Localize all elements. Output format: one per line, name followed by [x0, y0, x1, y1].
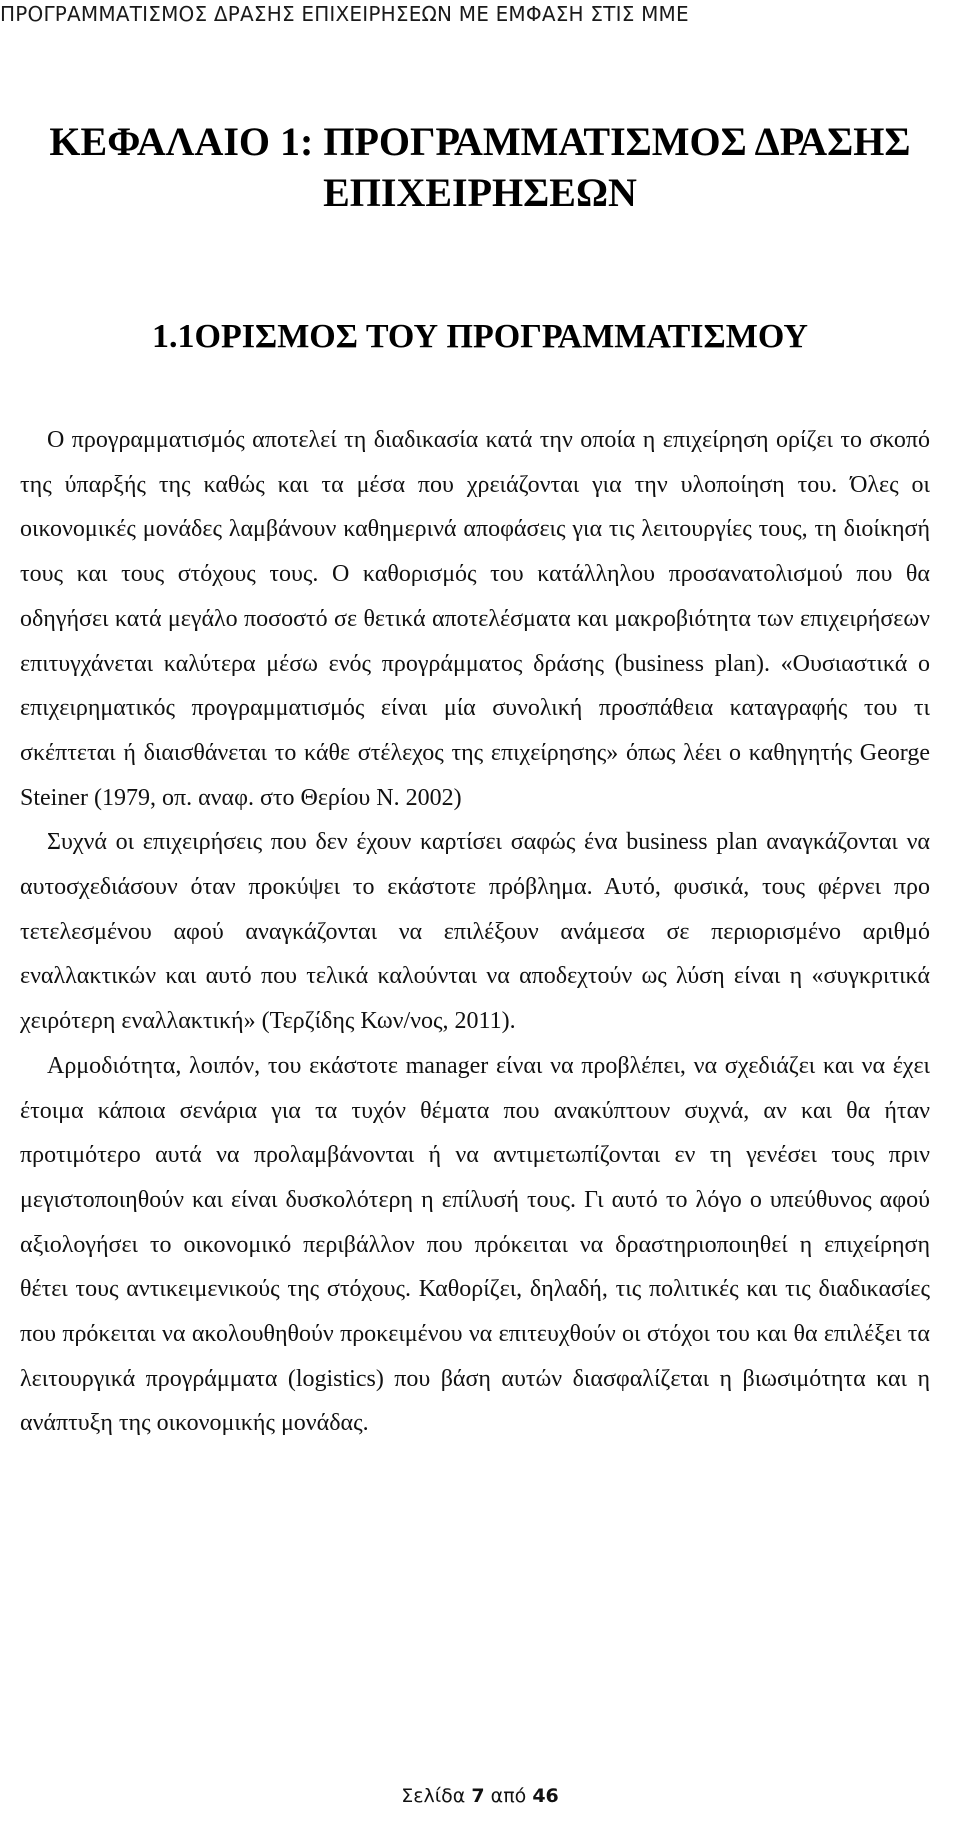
of-word: από	[490, 1785, 527, 1807]
paragraph: Αρμοδιότητα, λοιπόν, του εκάστοτε manager είναι να προβλέπει, να σχεδιάζει και να έχει έτοιμα κάποια σενάρια για τα τυχόν θέματα που ανακύπτουν συχνά, αν και θα ήταν προτιμότερο αυτά να προλαμβάνονται ή να αντιμετωπίζονται εν τη γενέσει τους πριν μεγιστοποιηθούν και είναι δυσκολότερη η επίλυσή τους. Γι αυτό το λόγο ο υπεύθυνος αφού αξιολογήσει το οικονομικό περιβάλλον που πρόκειται να δραστηριοποιηθεί η επιχείρηση θέτει τους αντικειμενικούς της στόχους. Καθορίζει, δηλαδή, τις πολιτικές και τις διαδικασίες που πρόκειται να ακολουθηθούν προκειμένου να επιτευχθούν οι στόχοι του και θα επιλέξει τα λειτουργικά προγράμματα (logistics) που βάση αυτών διασφαλίζεται η βιωσιμότητα και η ανάπτυξη της οικονομικής μονάδας.	[20, 1052, 930, 1437]
paragraph: Ο προγραμματισμός αποτελεί τη διαδικασία κατά την οποία η επιχείρηση ορίζει το σκοπό της ύπαρξής της καθώς και τα μέσα που χρειάζονται για την υλοποίηση του. Όλες οι οικονομικές μονάδες λαμβάνουν καθημερινά αποφάσεις για τις λειτουργίες τους, τη διοίκησή τους και τους στόχους τους. Ο καθορισμός του κατάλληλου προσανατολισμού που θα οδηγήσει κατά μεγάλο ποσοστό σε θετικά αποτελέσματα και μακροβιότητα των επιχειρήσεων επιτυγχάνεται καλύτερα μέσω ενός προγράμματος δράσης (business plan). «Ουσιαστικά ο επιχειρηματικός προγραμματισμός είναι μία συνολική προσπάθεια καταγραφής του τι σκέπτεται ή διαισθάνεται το κάθε στέλεχος της επιχείρησης» όπως λέει ο καθηγητής George Steiner (1979, οπ. αναφ. στο Θερίου Ν. 2002)	[20, 427, 930, 811]
chapter-title-line-2: ΕΠΙΧΕΙΡΗΣΕΩΝ	[323, 170, 637, 215]
paragraph: Συχνά οι επιχειρήσεις που δεν έχουν καρτίσει σαφώς ένα business plan αναγκάζονται να αυτοσχεδιάσουν όταν προκύψει το εκάστοτε πρόβλημα. Αυτό, φυσικά, τους φέρνει προ τετελεσμένου αφού αναγκάζονται να επιλέξουν ανάμεσα σε περιορισμένο αριθμό εναλλακτικών και αυτό που τελικά καλούνται να αποδεχτούν ως λύση είναι η «συγκριτικά χειρότερη εναλλακτική» (Τερζίδης Κων/νος, 2011).	[20, 829, 930, 1035]
chapter-title	[20, 116, 940, 218]
page-number: 7	[471, 1785, 485, 1807]
body-text	[20, 418, 930, 1446]
total-pages: 46	[532, 1785, 559, 1807]
running-header: ΠΡΟΓΡΑΜΜΑΤΙΣΜΟΣ ΔΡΑΣΗΣ ΕΠΙΧΕΙΡΗΣΕΩΝ ΜΕ ΕΜΦΑΣΗ ΣΤΙΣ ΜΜΕ	[0, 2, 689, 26]
page-footer	[0, 1785, 960, 1807]
section-title: 1.1ΟΡΙΣΜΟΣ ΤΟΥ ΠΡΟΓΡΑΜΜΑΤΙΣΜΟΥ	[152, 318, 808, 355]
page-word: Σελίδα	[401, 1785, 466, 1807]
chapter-title-line-1: ΚΕΦΑΛΑΙΟ 1: ΠΡΟΓΡΑΜΜΑΤΙΣΜΟΣ ΔΡΑΣΗΣ	[49, 119, 911, 164]
